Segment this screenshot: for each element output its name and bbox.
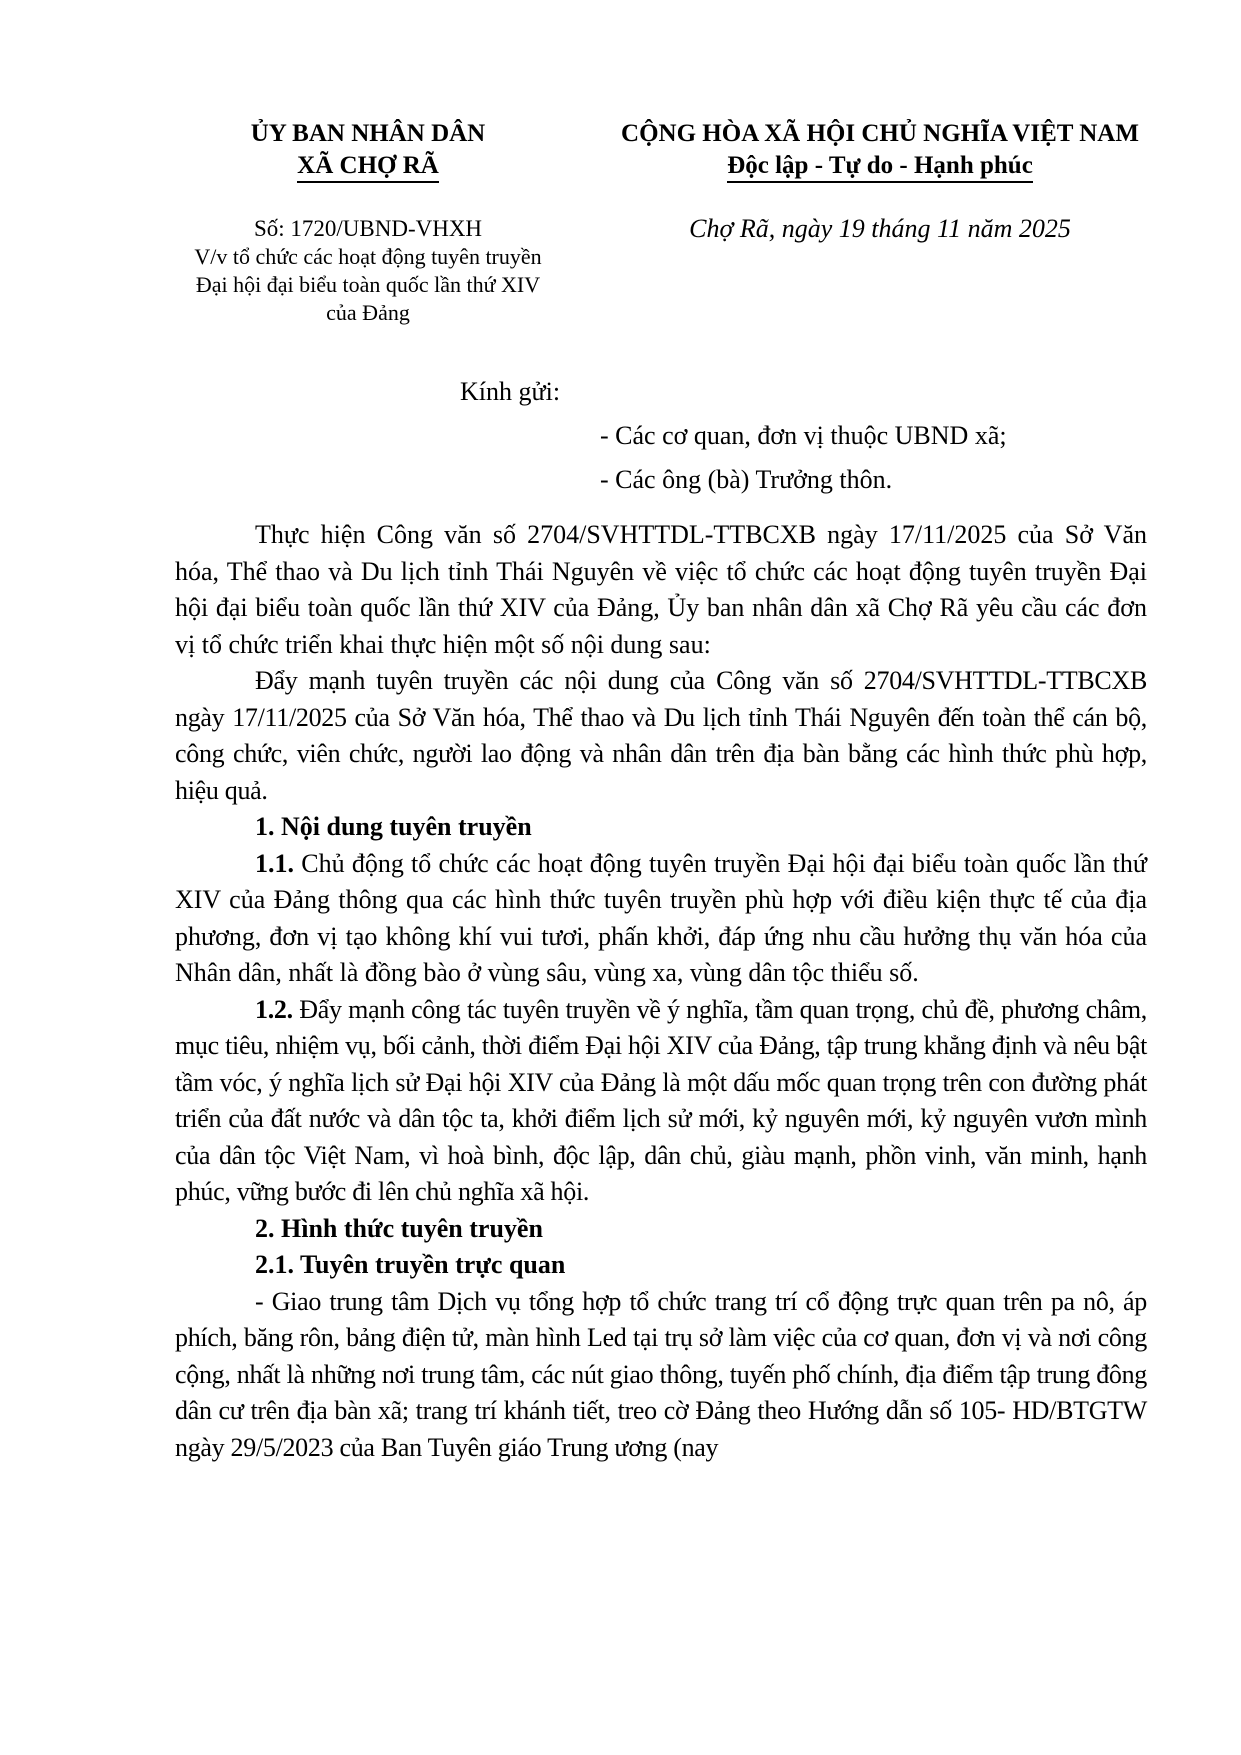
subsection-number: 1.2. bbox=[255, 994, 293, 1024]
issuing-agency-block bbox=[168, 118, 568, 327]
place-date: Chợ Rã, ngày 19 tháng 11 năm 2025 bbox=[689, 214, 1071, 243]
subsection-heading: 2.1. Tuyên truyền trực quan bbox=[255, 1250, 566, 1279]
national-title-block bbox=[575, 118, 1185, 245]
recipients-label: Kính gửi: bbox=[460, 377, 561, 406]
recipient-item: - Các ông (bà) Trưởng thôn. bbox=[600, 465, 893, 494]
document-body bbox=[175, 517, 1147, 1466]
document-number: Số: 1720/UBND-VHXH bbox=[253, 216, 483, 241]
section-heading: 1. Nội dung tuyên truyền bbox=[255, 812, 532, 841]
document-subject: V/v tổ chức các hoạt động tuyên truyền Đại hội đại biểu toàn quốc lần thứ XIV của Đảng bbox=[194, 244, 542, 325]
subsection-text: Đẩy mạnh công tác tuyên truyền về ý nghĩa, tầm quan trọng, chủ đề, phương châm, mục tiêu, nhiệm vụ, bối cảnh, thời điểm Đại hội XIV của Đảng, tập trung khẳng định và nêu bật tầm vóc, ý nghĩa lịch sử Đại hội XIV của Đảng là một dấu mốc quan trọng trên con đường phát triển của đất nước và dân tộc ta, khởi điểm lịch sử mới, kỷ nguyên mới, kỷ nguyên vươn mình của dân tộc Việt Nam, vì hoà bình, độc lập, dân chủ, giàu mạnh, phồn vinh, văn minh, hạnh phúc, vững bước đi lên chủ nghĩa xã hội. bbox=[175, 994, 1147, 1206]
agency-commune: XÃ CHỢ RÃ bbox=[297, 151, 439, 183]
section-heading: 2. Hình thức tuyên truyền bbox=[255, 1213, 543, 1243]
agency-name: ỦY BAN NHÂN DÂN bbox=[250, 120, 486, 147]
subsection-text: Chủ động tổ chức các hoạt động tuyên truyền Đại hội đại biểu toàn quốc lần thứ XIV của Đảng thông qua các hình thức tuyên truyền phù hợp với điều kiện thực tế của địa phương, đơn vị tạo không khí vui tươi, phấn khởi, đáp ứng nhu cầu hưởng thụ văn hóa của Nhân dân, nhất là đồng bào ở vùng sâu, vùng xa, vùng dân tộc thiểu số. bbox=[175, 848, 1147, 987]
subsection-number: 1.1. bbox=[255, 848, 294, 878]
subsection-paragraph bbox=[175, 846, 1147, 992]
recipient-item: - Các cơ quan, đơn vị thuộc UBND xã; bbox=[600, 421, 1007, 450]
national-motto: Độc lập - Tự do - Hạnh phúc bbox=[727, 151, 1033, 183]
recipients-block bbox=[460, 370, 1007, 502]
subsection-paragraph bbox=[175, 992, 1147, 1211]
paragraph: Đẩy mạnh tuyên truyền các nội dung của Công văn số 2704/SVHTTDL-TTBCXB ngày 17/11/2025 của Sở Văn hóa, Thể thao và Du lịch tỉnh Thái Nguyên đến toàn thể cán bộ, công chức, viên chức, người lao động và nhân dân trên địa bàn bằng các hình thức phù hợp, hiệu quả. bbox=[175, 666, 1147, 805]
paragraph: - Giao trung tâm Dịch vụ tổng hợp tổ chức trang trí cổ động trực quan trên pa nô, áp phích, băng rôn, bảng điện tử, màn hình Led tại trụ sở làm việc của cơ quan, đơn vị và nơi công cộng, nhất là những nơi trung tâm, các nút giao thông, tuyến phố chính, địa điểm tập trung đông dân cư trên địa bàn xã; trang trí khánh tiết, treo cờ Đảng theo Hướng dẫn số 105- HD/BTGTW ngày 29/5/2023 của Ban Tuyên giáo Trung ương (nay bbox=[175, 1286, 1147, 1462]
national-title: CỘNG HÒA XÃ HỘI CHỦ NGHĨA VIỆT NAM bbox=[621, 120, 1139, 147]
intro-paragraph: Thực hiện Công văn số 2704/SVHTTDL-TTBCXB ngày 17/11/2025 của Sở Văn hóa, Thể thao và Du lịch tỉnh Thái Nguyên về việc tổ chức các hoạt động tuyên truyền Đại hội đại biểu toàn quốc lần thứ XIV của Đảng, Ủy ban nhân dân xã Chợ Rã yêu cầu các đơn vị tổ chức triển khai thực hiện một số nội dung sau: bbox=[175, 520, 1147, 659]
